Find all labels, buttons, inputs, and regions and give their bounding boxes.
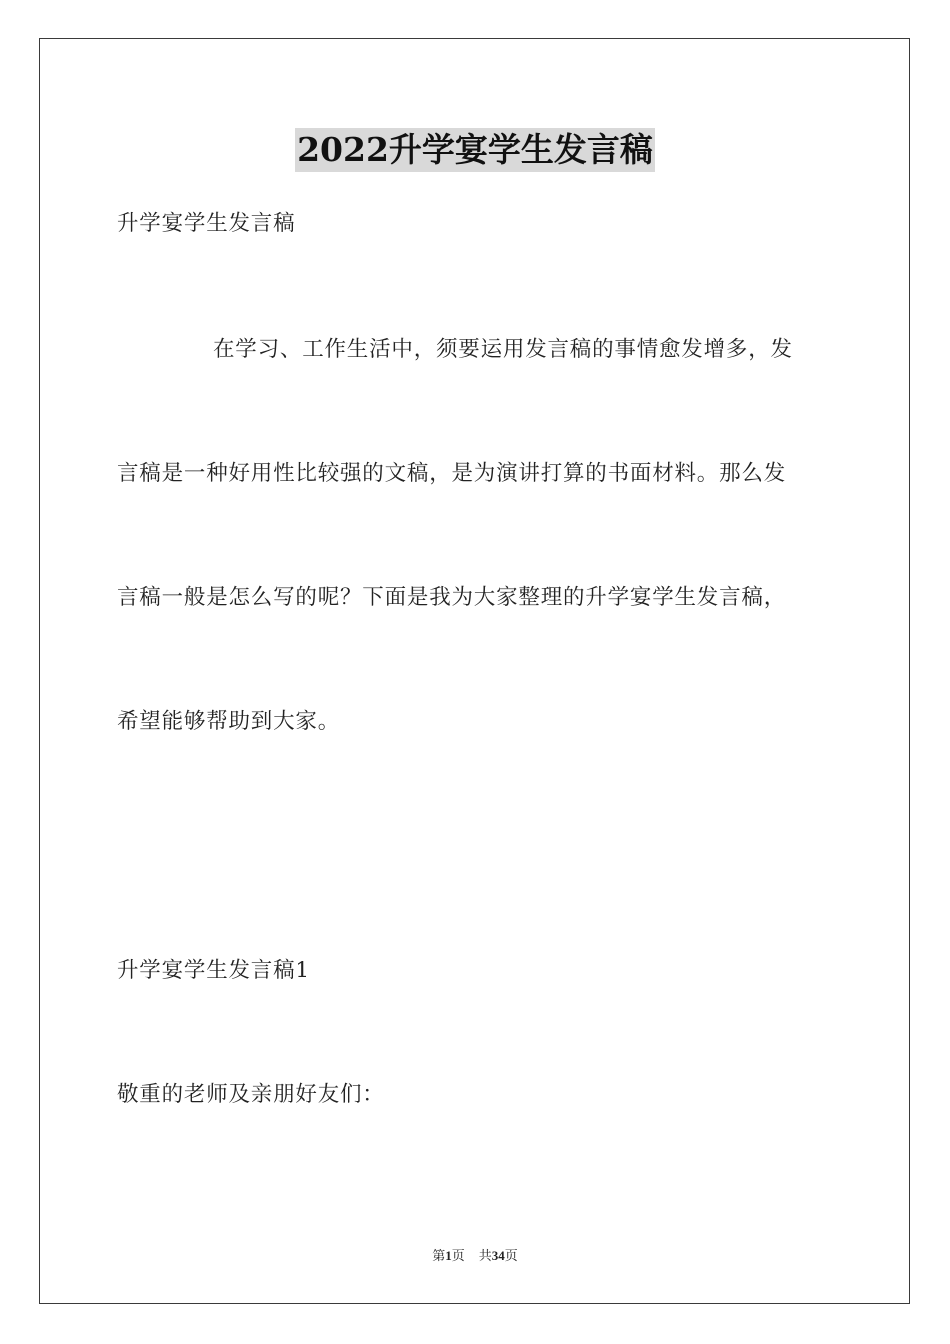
salutation: 敬重的老师及亲朋好友们：	[117, 1082, 385, 1107]
total-suffix: 页	[504, 1248, 518, 1263]
intro-line: 言稿一般是怎么写的呢？下面是我为大家整理的升学宴学生发言稿，	[117, 585, 787, 610]
total-prefix: 共	[478, 1248, 492, 1263]
intro-line: 希望能够帮助到大家。	[117, 709, 341, 734]
document-title: 2022升学宴学生发言稿	[295, 128, 655, 172]
section-heading: 升学宴学生发言稿1	[117, 958, 310, 983]
title-container	[0, 128, 950, 172]
page-prefix: 第	[432, 1248, 446, 1263]
page-suffix: 页	[451, 1248, 465, 1263]
page-number: 1	[445, 1248, 452, 1263]
intro-line: 言稿是一种好用性比较强的文稿，是为演讲打算的书面材料。那么发	[117, 461, 787, 486]
intro-line: 在学习、工作生活中，须要运用发言稿的事情愈发增多，发	[213, 337, 793, 362]
total-pages: 34	[491, 1248, 505, 1263]
page-footer	[0, 1247, 950, 1265]
document-subtitle: 升学宴学生发言稿	[117, 211, 296, 236]
